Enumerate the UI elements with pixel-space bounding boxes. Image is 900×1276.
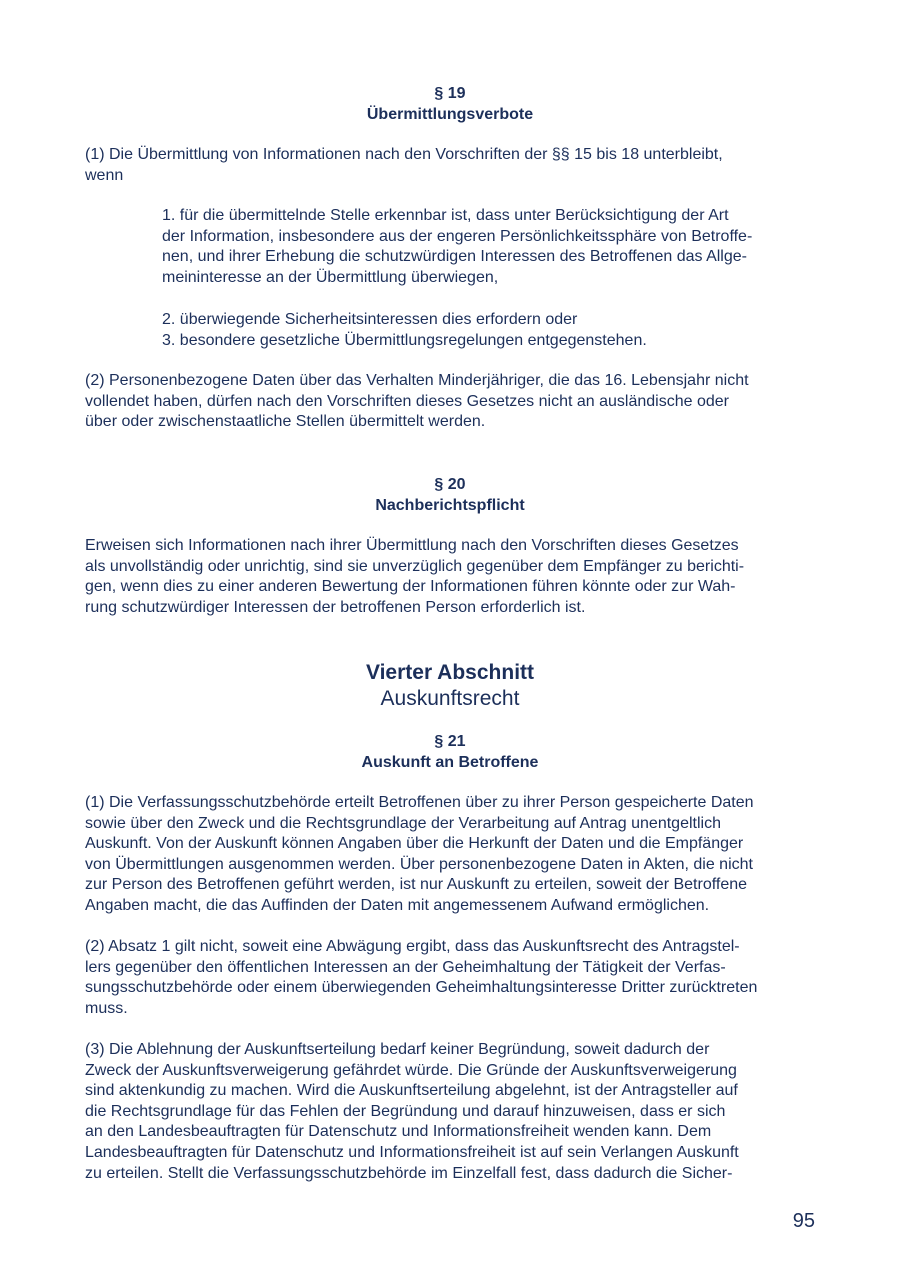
- section-19-item-3: 3. besondere gesetzliche Übermittlungsregelungen entgegenstehen.: [162, 331, 647, 349]
- section-21-title: Auskunft an Betroffene: [361, 754, 539, 771]
- section-19-number: § 19: [434, 85, 466, 102]
- section-19-item-2-3: [162, 310, 812, 351]
- page-number: 95: [792, 1210, 815, 1232]
- section-20-number: § 20: [434, 476, 466, 493]
- section-19-item-1: 1. für die übermittelnde Stelle erkennbar ist, dass unter Berücksichtigung der Art der Information, insbesondere aus der engeren Persönlichkeitssphäre von Betroffe- nen, und ihrer Erhebung die schutzwürdigen Interessen des Betroffenen das Allge- meininteresse an der Übermittlung überwiegen,: [162, 207, 753, 286]
- section-19-item-2: 2. überwiegende Sicherheitsinteressen dies erfordern oder: [162, 311, 578, 328]
- section-21-paragraph-3: (3) Die Ablehnung der Auskunftserteilung bedarf keiner Begründung, soweit dadurch der Zweck der Auskunftsverweigerung gefährdet würde. Die Gründe der Auskunftsverweigerung sind aktenkundig zu machen. Wird die Auskunftserteilung abgelehnt, ist der Antragsteller auf die Rechtsgrundlage für das Fehlen der Begründung und darauf hinzuweisen, dass er sich an den Landesbeauftragten für Datenschutz und Informationsfreiheit wenden kann. Dem Landesbeauftragten für Datenschutz und Informationsfreiheit ist auf sein Verlangen Auskunft zu erteilen. Stellt die Verfassungsschutzbehörde im Einzelfall fest, dass dadurch die Sicher-: [85, 1041, 739, 1182]
- section-20-title: Nachberichtspflicht: [375, 497, 525, 514]
- section-20-paragraph-1: Erweisen sich Informationen nach ihrer Übermittlung nach den Vorschriften dieses Gesetzes als unvollständig oder unrichtig, sind sie unverzüglich gegenüber dem Empfänger zu berichti- gen, wenn dies zu einer anderen Bewertung der Informationen führen könnte oder zur Wah- rung schutzwürdiger Interessen der betroffenen Person erforderlich ist.: [85, 537, 745, 616]
- chapter-subtitle: Auskunftsrecht: [380, 687, 520, 710]
- section-21-paragraph-1: (1) Die Verfassungsschutzbehörde erteilt Betroffenen über zu ihrer Person gespeicherte Daten sowie über den Zweck und die Rechtsgrundlage der Verarbeitung auf Antrag unentgeltlich Auskunft. Von der Auskunft können Angaben über die Herkunft der Daten und die Empfänger von Übermittlungen ausgenommen werden. Über personenbezogene Daten in Akten, die nicht zur Person des Betroffenen geführt werden, ist nur Auskunft zu erteilen, soweit der Betroffene Angaben macht, die das Auffinden der Daten mit angemessenem Aufwand ermöglichen.: [85, 794, 754, 914]
- section-21-paragraph-2: (2) Absatz 1 gilt nicht, soweit eine Abwägung ergibt, dass das Auskunftsrecht des Antragstel- lers gegenüber den öffentlichen Interessen an der Geheimhaltung der Tätigkeit der Verfas- sungsschutzbehörde oder einem überwiegenden Geheimhaltungsinteresse Dritter zurücktreten muss.: [85, 938, 758, 1017]
- chapter-title: Vierter Abschnitt: [365, 661, 535, 684]
- section-19-title: Übermittlungsverbote: [366, 106, 534, 123]
- section-21-number: § 21: [434, 733, 466, 750]
- section-19-paragraph-2: (2) Personenbezogene Daten über das Verhalten Minderjähriger, die das 16. Lebensjahr nicht vollendet haben, dürfen nach den Vorschriften dieses Gesetzes nicht an ausländische oder über oder zwischenstaatliche Stellen übermittelt werden.: [85, 372, 749, 431]
- section-19-paragraph-1: (1) Die Übermittlung von Informationen nach den Vorschriften der §§ 15 bis 18 unterbleibt, wenn: [85, 146, 723, 184]
